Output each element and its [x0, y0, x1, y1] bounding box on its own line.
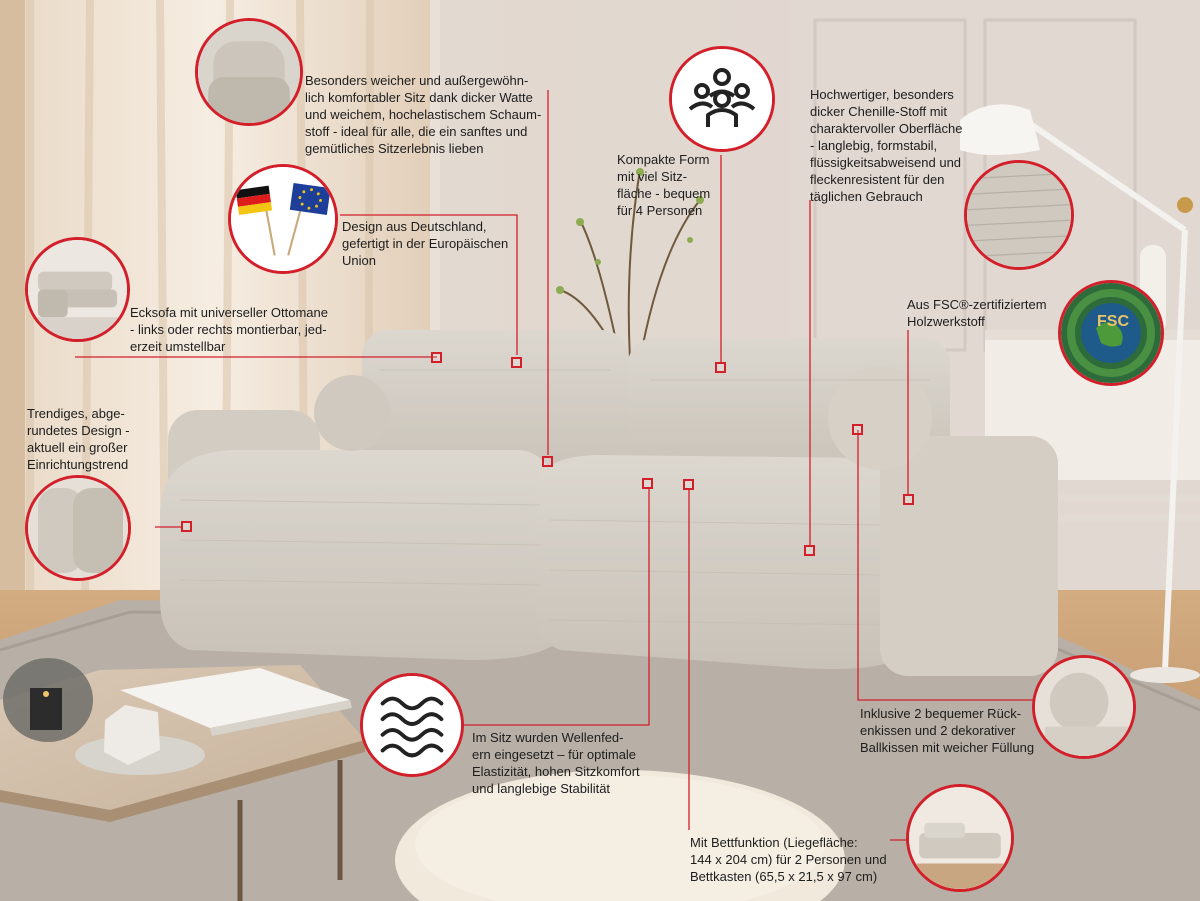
callout-compact-form: Kompakte Form mit viel Sitz- fläche - bequem für 4 Personen — [617, 152, 711, 218]
callout-design-germany: Design aus Deutschland, gefertigt in der Europäischen Union — [342, 219, 509, 268]
germany-flag-icon — [236, 186, 272, 215]
marker-seat-mid-right[interactable] — [683, 479, 694, 490]
marker-arm-right[interactable] — [903, 494, 914, 505]
marker-seat-left[interactable] — [542, 456, 553, 467]
fsc-circle — [1058, 280, 1164, 386]
marker-back-right[interactable] — [715, 362, 726, 373]
callout-fsc: Aus FSC®-zertifiziertem Holzwerkstoff — [907, 297, 1047, 329]
callout-ottoman: Ecksofa mit universeller Ottomane - links oder rechts montierbar, jed- erzeit umstellbar — [130, 305, 328, 354]
bed-function-circle — [906, 784, 1014, 892]
sectional-circle — [25, 237, 130, 342]
callout-seat-comfort: Besonders weicher und außergewöhn- lich komfortabler Sitz dank dicker Watte und weichem, hochelastischem Schaum- stoff - ideal für alle, die ein sanftes und gemütliches Sitzerlebnis lieben — [305, 73, 542, 156]
callout-cushions: Inklusive 2 bequemer Rück- enkissen und 2 dekorativer Ballkissen mit weicher Füllung — [860, 706, 1035, 755]
marker-chaise-front[interactable] — [181, 521, 192, 532]
marker-pillow-right[interactable] — [852, 424, 863, 435]
wave-spring-icon — [363, 676, 461, 774]
springs-circle — [360, 673, 464, 777]
people-icon — [672, 49, 772, 149]
armrest-detail-circle — [25, 475, 131, 581]
flags-circle — [228, 164, 338, 274]
callout-bed-function: Mit Bettfunktion (Liegefläche: 144 x 204 cm) für 2 Personen und Bettkasten (65,5 x 21,5 x 97 cm) — [690, 835, 887, 884]
marker-seat-front-right[interactable] — [804, 545, 815, 556]
callout-fabric: Hochwertiger, besonders dicker Chenille-Stoff mit charaktervoller Oberfläche - langlebig, formstabil, flüssigkeitsabweisend und fleckenresistent für den täglichen Gebrauch — [810, 87, 963, 204]
marker-back-center[interactable] — [511, 357, 522, 368]
seat-detail-circle — [195, 18, 303, 126]
people-icon-circle — [669, 46, 775, 152]
marker-back-left[interactable] — [431, 352, 442, 363]
fsc-logo-text: FSC — [1097, 313, 1129, 330]
marker-seat-mid-left[interactable] — [642, 478, 653, 489]
callout-springs: Im Sitz wurden Wellenfed- ern eingesetzt – für optimale Elastizität, hohen Sitzkomfort und langlebige Stabilität — [472, 730, 640, 796]
eu-flag-icon — [290, 183, 331, 215]
callout-rounded-design: Trendiges, abge- rundetes Design - aktuell ein großer Einrichtungstrend — [27, 406, 130, 472]
